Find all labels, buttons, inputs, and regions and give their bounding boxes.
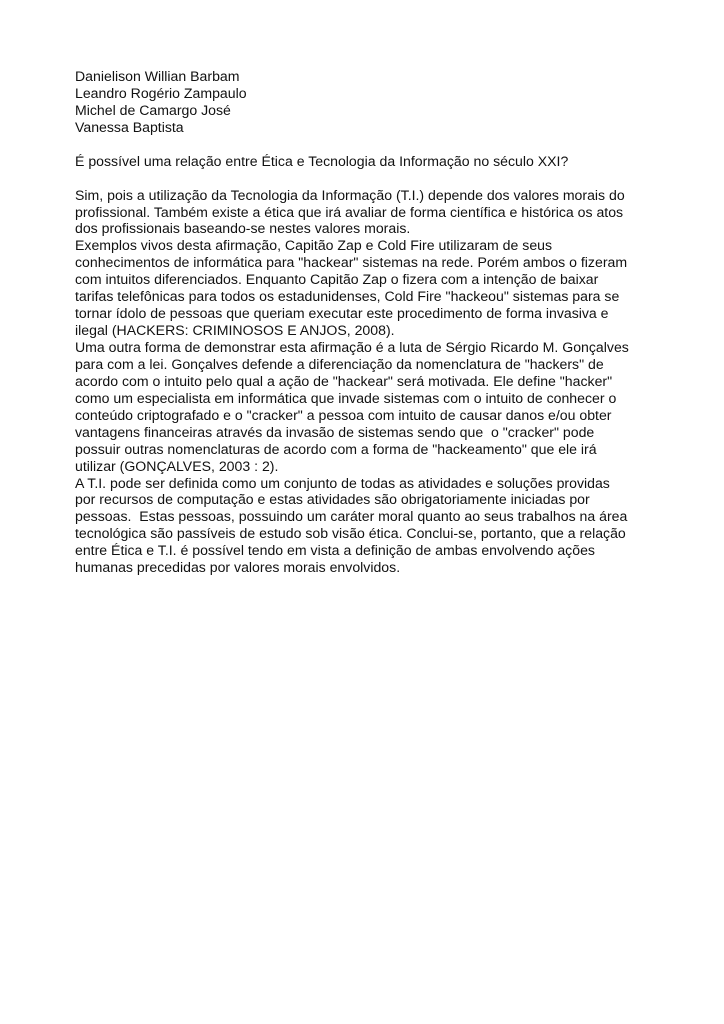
text-line: dos profissionais baseando-se nestes valores morais.	[75, 220, 411, 237]
text-line: Uma outra forma de demonstrar esta afirmação é a luta de Sérgio Ricardo M. Gonçalves	[75, 339, 629, 355]
text-line: conteúdo criptografado e o "cracker" a pessoa com intuito de causar danos e/ou obter	[75, 406, 612, 423]
spacer	[75, 170, 655, 187]
text-line: Sim, pois a utilização da Tecnologia da Informação (T.I.) depende dos valores morais do	[75, 186, 625, 203]
text-line: vantagens financeiras através da invasão de sistemas sendo que o "cracker" pode	[75, 423, 595, 440]
paragraph-goncalves	[75, 339, 655, 475]
author-name: Vanessa Baptista	[75, 118, 184, 135]
text-line: pessoas. Estas pessoas, possuindo um caráter moral quanto ao seus trabalhos na área	[75, 508, 628, 525]
paragraph-examples	[75, 237, 655, 339]
author-name: Danielison Willian Barbam	[75, 68, 240, 84]
text-line: A T.I. pode ser definida como um conjunto de todas as atividades e soluções providas	[75, 474, 610, 491]
text-line: humanas precedidas por valores morais envolvidos.	[75, 559, 401, 576]
text-line: Exemplos vivos desta afirmação, Capitão Zap e Cold Fire utilizaram de seus	[75, 237, 553, 254]
author-name: Michel de Camargo José	[75, 101, 231, 118]
text-line: tarifas telefônicas para todos os estadunidenses, Cold Fire "hackeou" sistemas para se	[75, 288, 620, 305]
text-line: como um especialista em informática que invade sistemas com o intuito de conhecer o	[75, 389, 617, 406]
text-line: com intuitos diferenciados. Enquanto Capitão Zap o fizera com a intenção de baixar	[75, 271, 599, 288]
document-body	[75, 68, 655, 576]
paragraph-conclusion	[75, 475, 655, 577]
text-line: ilegal (HACKERS: CRIMINOSOS E ANJOS, 2008).	[75, 322, 395, 339]
text-line: tornar ídolo de pessoas que queriam executar este procedimento de forma invasiva e	[75, 305, 609, 322]
text-line: utilizar (GONÇALVES, 2003 : 2).	[75, 457, 279, 474]
text-line: acordo com o intuito pelo qual a ação de "hackear" será motivada. Ele define "hacker"	[75, 372, 613, 389]
text-line: para com a lei. Gonçalves defende a diferenciação da nomenclatura de "hackers" de	[75, 355, 604, 372]
author-list	[75, 68, 655, 136]
author-name: Leandro Rogério Zampaulo	[75, 84, 247, 101]
paragraph-answer	[75, 187, 655, 238]
question-heading: É possível uma relação entre Ética e Tecnologia da Informação no século XXI?	[75, 152, 569, 169]
text-line: entre Ética e T.I. é possível tendo em vista a definição de ambas envolvendo ações	[75, 542, 595, 559]
text-line: por recursos de computação e estas atividades são obrigatoriamente iniciadas por	[75, 491, 590, 508]
spacer	[75, 136, 655, 153]
text-line: possuir outras nomenclaturas de acordo com a forma de "hackeamento" que ele irá	[75, 440, 597, 457]
text-line: tecnológica são passíveis de estudo sob visão ética. Conclui-se, portanto, que a relação	[75, 525, 626, 542]
text-line: profissional. Também existe a ética que irá avaliar de forma científica e histórica os atos	[75, 203, 624, 220]
text-line: conhecimentos de informática para "hackear" sistemas na rede. Porém ambos o fizeram	[75, 254, 628, 271]
